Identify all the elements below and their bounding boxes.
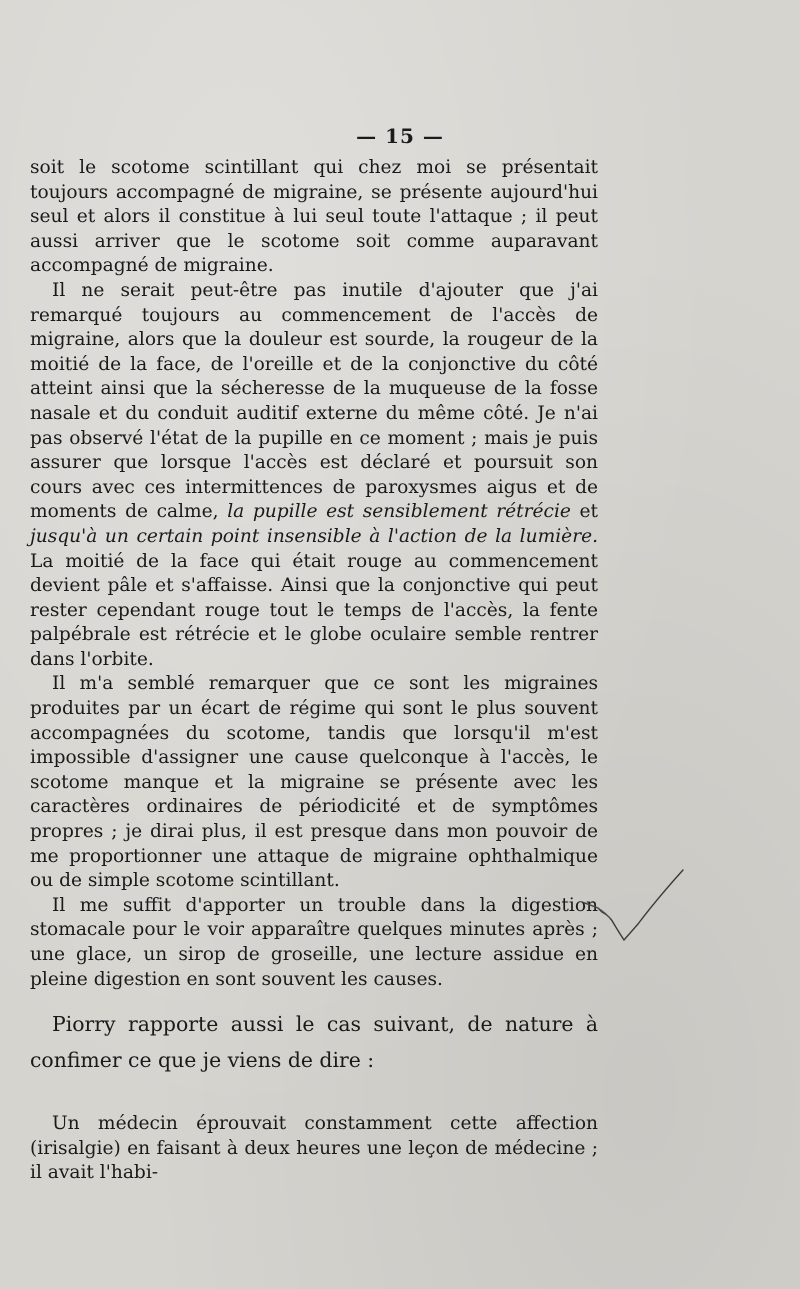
paragraph [30, 894, 598, 992]
spacer [30, 992, 598, 1006]
page-number: — 15 — [356, 124, 444, 148]
body-text [30, 156, 598, 1186]
text-run: La moitié de la face qui était rouge au commencement devient pâle et s'affaisse. Ainsi que la conjonctive qui peut rester cependant rouge tout le temps de l'accès, la fente palpébrale est rétrécie et le globe oculaire semble rentrer dans l'orbite. [30, 550, 598, 670]
paragraph [30, 279, 598, 673]
paragraph-list [30, 156, 598, 992]
handwritten-check-icon [580, 864, 685, 944]
text-run: Il me suffit d'apporter un trouble dans la digestion stomacale pour le voir apparaître quelques minutes après ; une glace, un sirop de groseille, une lecture assidue en pleine digestion en sont souvent les causes. [30, 894, 598, 990]
spacer [30, 1078, 598, 1112]
text-run: Il ne serait peut-être pas inutile d'ajouter que j'ai remarqué toujours au commencement de l'accès de migraine, alors que la douleur est sourde, la rougeur de la moitié de la face, de l'oreille et de la conjonctive du côté atteint ainsi que la sécheresse de la muqueuse de la fosse nasale et du conduit auditif externe du même côté. Je n'ai pas observé l'état de la pupille en ce moment ; mais je puis assurer que lorsque l'accès est déclaré et poursuit son cours avec ces intermittences de paroxysmes aigus et de moments de calme, [30, 279, 598, 523]
paragraph [30, 156, 598, 279]
italic-text: la pupille est sensiblement rétrécie [227, 501, 571, 523]
text-run: et [570, 501, 598, 523]
text-run: soit le scotome scintillant qui chez moi se présentait toujours accompagné de migraine, se présente aujourd'hui seul et alors il constitue à lui seul toute l'attaque ; il peut aussi arriver que le scotome soit comme auparavant accompagné de migraine. [30, 157, 598, 277]
text-run: Il m'a semblé remarquer que ce sont les migraines produites par un écart de régime qui sont le plus souvent accompagnées du scotome, tandis que lorsqu'il m'est impossible d'assigner une cause quelconque à l'accès, le scotome manque et la migraine se présente avec les caractères ordinaires de périodicité et de symptômes propres ; je dirai plus, il est presque dans mon pouvoir de me proportionner une attaque de migraine ophthalmique ou de simple scotome scintillant. [30, 673, 598, 892]
italic-text: jusqu'à un certain point insensible à l'action de la lumière. [30, 525, 598, 547]
paragraph [30, 672, 598, 893]
piorry-paragraph: Piorry rapporte aussi le cas suivant, de nature à confimer ce que je viens de dire : [30, 1012, 598, 1073]
quote-paragraph: Un médecin éprouvait constamment cette affection (irisalgie) en faisant à deux heures une leçon de médecine ; il avait l'habi- [30, 1113, 598, 1184]
